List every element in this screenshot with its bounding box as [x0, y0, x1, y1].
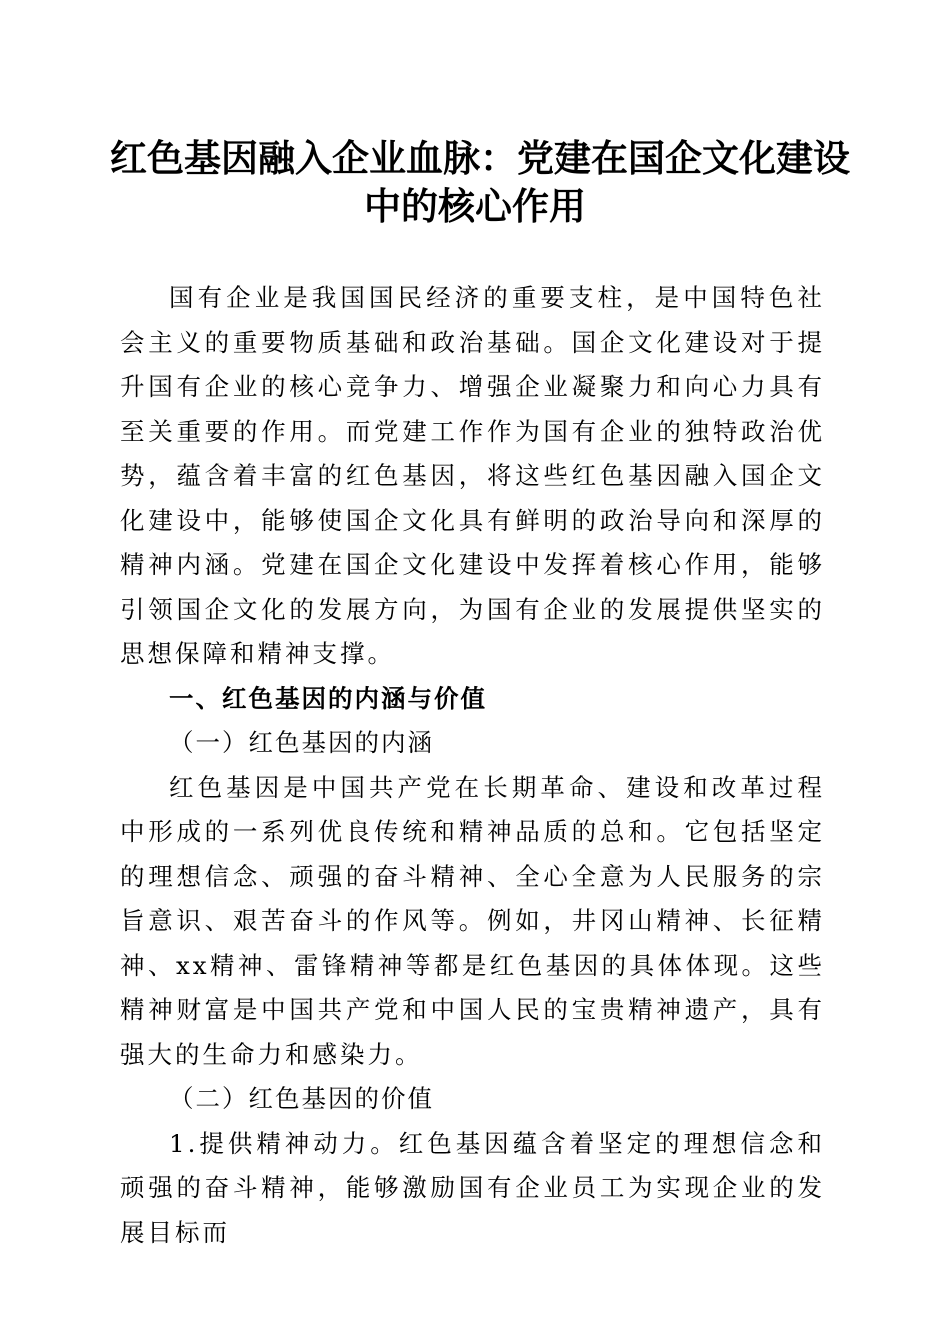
title-line-2: 中的核心作用	[364, 184, 586, 228]
body-paragraph: 红色基因是中国共产党在长期革命、建设和改革过程中形成的一系列优良传统和精神品质的总和。它包括坚定的理想信念、顽强的奋斗精神、全心全意为人民服务的宗旨意识、艰苦奋斗的作风等。例如，井冈山精神、长征精神、xx精神、雷锋精神等都是红色基因的具体体现。这些精神财富是中国共产党和中国人民的宝贵精神遗产，具有强大的生命力和感染力。	[120, 772, 825, 1069]
intro-paragraph: 国有企业是我国国民经济的重要支柱，是中国特色社会主义的重要物质基础和政治基础。国企文化建设对于提升国有企业的核心竞争力、增强企业凝聚力和向心力具有至关重要的作用。而党建工作作为国有企业的独特政治优势，蕴含着丰富的红色基因，将这些红色基因融入国企文化建设中，能够使国企文化具有鲜明的政治导向和深厚的精神内涵。党建在国企文化建设中发挥着核心作用，能够引领国企文化的发展方向，为国有企业的发展提供坚实的思想保障和精神支撑。	[120, 283, 825, 668]
section-heading: 一、红色基因的内涵与价值	[169, 683, 487, 713]
title-line-1: 红色基因融入企业血脉：党建在国企文化建设	[110, 136, 850, 180]
subsection-heading: （一）红色基因的内涵	[169, 728, 434, 757]
subsection-heading: （二）红色基因的价值	[169, 1084, 434, 1113]
body-paragraph: 1.提供精神动力。红色基因蕴含着坚定的理想信念和顽强的奋斗精神，能够激励国有企业员工为实现企业的发展目标而	[120, 1128, 825, 1247]
document-body	[120, 276, 825, 1255]
document-title	[110, 134, 850, 230]
